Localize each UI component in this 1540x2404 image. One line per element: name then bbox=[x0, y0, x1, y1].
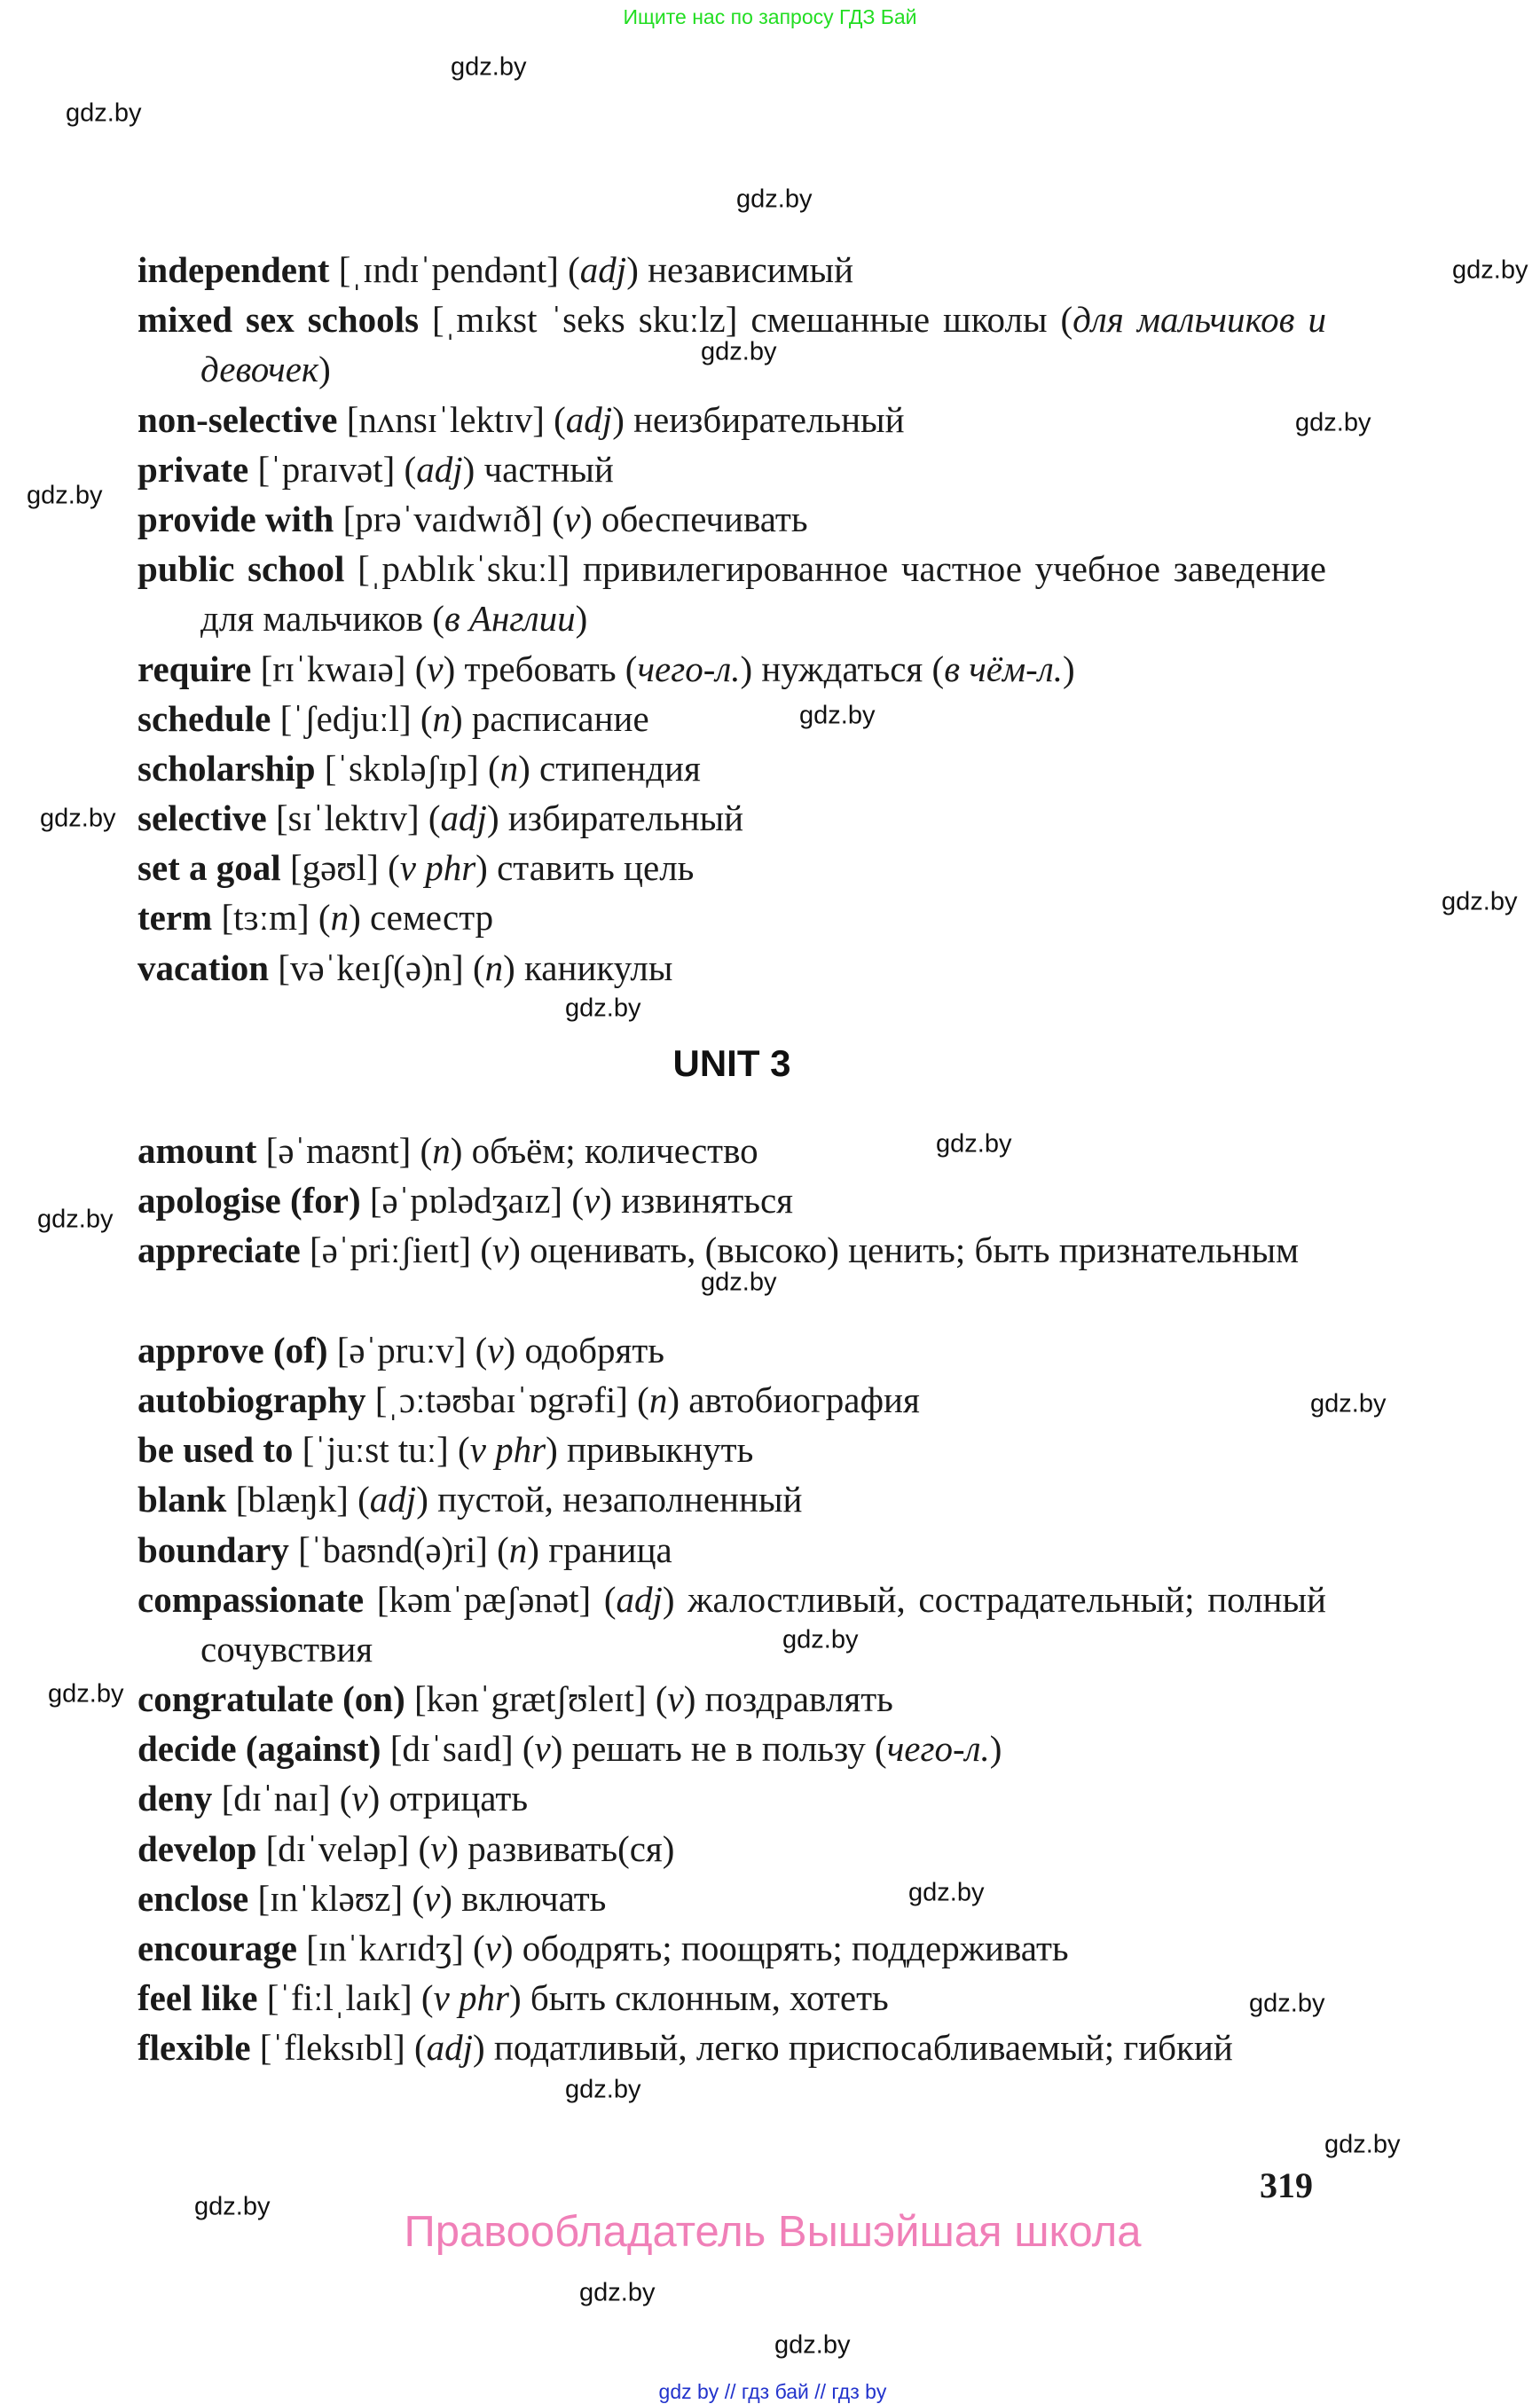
watermark: gdz.by bbox=[565, 994, 641, 1023]
entry-text: [əˈpriːʃieɪt] ( bbox=[300, 1229, 492, 1271]
headword: enclose bbox=[138, 1877, 249, 1919]
italic-note: v phr bbox=[469, 1429, 546, 1471]
entry-text: [ˌmɪkst ˈseks skuːlz] смешанные школы ( bbox=[419, 299, 1073, 341]
italic-note: v phr bbox=[399, 847, 476, 889]
italic-note: v bbox=[484, 1928, 501, 1969]
entry-text: ) поздравлять bbox=[683, 1678, 893, 1720]
italic-note: n bbox=[432, 697, 451, 739]
headword: mixed sex schools bbox=[138, 299, 420, 341]
vocabulary-entry bbox=[138, 793, 1326, 843]
entry-text: ) отрицать bbox=[367, 1778, 529, 1819]
headword: flexible bbox=[138, 2027, 251, 2069]
headword: autobiography bbox=[138, 1379, 366, 1420]
entry-text: ) семестр bbox=[349, 897, 494, 939]
entry-text: ) расписание bbox=[451, 697, 649, 739]
vocabulary-entry bbox=[138, 245, 1326, 295]
entry-text: [ˌɪndɪˈpendənt] ( bbox=[329, 249, 580, 290]
italic-note: v bbox=[424, 1877, 441, 1919]
entry-text: ) развивать(ся) bbox=[446, 1827, 675, 1869]
entry-text: ) жалостливый, сострадательный; полный сочувствия bbox=[200, 1578, 1326, 1669]
entry-text: ) bbox=[318, 349, 331, 390]
entry-text: ) ставить цель bbox=[475, 847, 695, 889]
entry-text: [ˈʃedjuːl] ( bbox=[271, 697, 433, 739]
entry-text: ) оценивать, (высоко) ценить; быть признательным bbox=[508, 1229, 1300, 1271]
vocabulary-entry bbox=[138, 2023, 1326, 2122]
entry-text: ) привыкнуть bbox=[546, 1429, 754, 1471]
entry-text: ) граница bbox=[527, 1528, 672, 1570]
watermark: gdz.by bbox=[774, 2330, 851, 2360]
entry-text: [blæŋk] ( bbox=[226, 1479, 370, 1520]
watermark: gdz.by bbox=[579, 2278, 656, 2307]
vocabulary-entry bbox=[138, 694, 1326, 743]
headword: apologise (for) bbox=[138, 1180, 361, 1222]
vocabulary-entry bbox=[138, 1525, 1326, 1575]
italic-note: adj bbox=[565, 398, 613, 440]
headword: feel like bbox=[138, 1977, 258, 2019]
vocabulary-entry bbox=[138, 494, 1326, 544]
italic-note: adj bbox=[416, 448, 463, 490]
headword: encourage bbox=[138, 1928, 297, 1969]
vocabulary-entry bbox=[138, 1874, 1326, 1923]
entry-text: [tɜːm] ( bbox=[212, 897, 331, 939]
entry-text: ) быть склонным, хотеть bbox=[508, 1977, 889, 2019]
watermark: gdz.by bbox=[1442, 887, 1518, 916]
italic-note: v phr bbox=[433, 1977, 509, 2019]
vocabulary-entry bbox=[138, 1474, 1326, 1524]
entry-text: [dɪˈveləp] ( bbox=[256, 1827, 431, 1869]
vocabulary-entry bbox=[138, 395, 1326, 444]
headword: selective bbox=[138, 797, 267, 839]
entry-text: ) объём; количество bbox=[450, 1130, 758, 1171]
vocabulary-entry bbox=[138, 943, 1326, 993]
italic-note: adj bbox=[369, 1479, 417, 1520]
headword: term bbox=[138, 897, 213, 939]
headword: independent bbox=[138, 249, 330, 290]
entry-text: [kəmˈpæʃənət] ( bbox=[364, 1578, 617, 1620]
footer-links[interactable]: gdz by // гдз бай // гдз by bbox=[658, 2380, 887, 2403]
watermark: gdz.by bbox=[908, 1878, 985, 1907]
entry-text: [ˈfleksɪbl] ( bbox=[250, 2027, 427, 2069]
italic-note: v bbox=[583, 1180, 601, 1222]
italic-note: v bbox=[563, 498, 581, 539]
headword: decide (against) bbox=[138, 1728, 381, 1770]
headword: provide with bbox=[138, 498, 334, 539]
watermark: gdz.by bbox=[1324, 2130, 1401, 2159]
headword: vacation bbox=[138, 947, 270, 988]
entry-text: ) частный bbox=[462, 448, 614, 490]
headword: boundary bbox=[138, 1528, 289, 1570]
entry-text: ) неизбирательный bbox=[612, 398, 905, 440]
entry-text: [prəˈvaɪdwɪð] ( bbox=[334, 498, 564, 539]
italic-note: v bbox=[534, 1728, 551, 1770]
entry-text: [ˌɔːtəʊbaɪˈɒgrəfi] ( bbox=[365, 1379, 649, 1420]
headword: require bbox=[138, 648, 252, 689]
italic-note: в Англии bbox=[444, 598, 576, 640]
watermark: gdz.by bbox=[48, 1679, 124, 1709]
vocabulary-entry bbox=[138, 544, 1326, 643]
italic-note: adj bbox=[616, 1578, 663, 1620]
vocabulary-entry bbox=[138, 1773, 1326, 1823]
entry-text: ) пустой, незаполненный bbox=[416, 1479, 803, 1520]
headword: blank bbox=[138, 1479, 227, 1520]
vocabulary-entry bbox=[138, 892, 1326, 942]
italic-note: n bbox=[499, 747, 519, 789]
watermark: gdz.by bbox=[40, 804, 116, 833]
entry-text: [vəˈkeɪʃ(ə)n] ( bbox=[269, 947, 485, 988]
entry-text: ) включать bbox=[440, 1877, 607, 1919]
headword: non-selective bbox=[138, 398, 338, 440]
entry-text: [ˈjuːst tuː] ( bbox=[293, 1429, 470, 1471]
headword: private bbox=[138, 448, 249, 490]
vocabulary-entry bbox=[138, 1973, 1326, 2023]
headword: develop bbox=[138, 1827, 257, 1869]
entry-text: ) автобиография bbox=[667, 1379, 920, 1420]
entry-text: ) стипендия bbox=[518, 747, 701, 789]
vocabulary-entry bbox=[138, 1923, 1326, 1973]
italic-note: v bbox=[427, 648, 444, 689]
vocabulary-entry bbox=[138, 1126, 1326, 1175]
italic-note: чего-л. bbox=[886, 1728, 990, 1770]
watermark: gdz.by bbox=[1295, 408, 1371, 437]
italic-note: v bbox=[351, 1778, 368, 1819]
headword: be used to bbox=[138, 1429, 294, 1471]
vocabulary-entry bbox=[138, 1175, 1326, 1225]
entry-text: [ˈpraɪvət] ( bbox=[248, 448, 417, 490]
headword: public school bbox=[138, 548, 345, 590]
italic-note: чего-л. bbox=[637, 648, 741, 689]
watermark: gdz.by bbox=[451, 52, 527, 82]
entry-text: ) bbox=[1062, 648, 1075, 689]
entry-text: [əˈmaʊnt] ( bbox=[256, 1130, 433, 1171]
italic-note: adj bbox=[426, 2027, 474, 2069]
vocabulary-entry bbox=[138, 644, 1326, 694]
entry-text: [ɪnˈkləʊz] ( bbox=[248, 1877, 425, 1919]
watermark: gdz.by bbox=[565, 2075, 641, 2104]
italic-note: n bbox=[432, 1130, 451, 1171]
watermark: gdz.by bbox=[194, 2192, 271, 2221]
vocabulary-entry bbox=[138, 843, 1326, 892]
copyright-owner-note: Правообладатель Вышэйшая школа bbox=[404, 2208, 1142, 2256]
entry-text: ) bbox=[989, 1728, 1002, 1770]
entry-text: [ɪnˈkʌrɪdʒ] ( bbox=[296, 1928, 485, 1969]
headword: schedule bbox=[138, 697, 271, 739]
entry-text: ) извиняться bbox=[600, 1180, 793, 1222]
italic-note: v bbox=[491, 1229, 509, 1271]
page-number: 319 bbox=[1260, 2165, 1313, 2205]
entry-text: [kənˈgrætʃʊleɪt] ( bbox=[405, 1678, 668, 1720]
watermark: gdz.by bbox=[701, 1268, 777, 1297]
headword: approve (of) bbox=[138, 1329, 328, 1371]
italic-note: adj bbox=[440, 797, 487, 839]
entry-text: [ˈfiːlˌlaɪk] ( bbox=[257, 1977, 434, 2019]
italic-note: для мальчиков и девочек bbox=[200, 299, 1326, 390]
italic-note: n bbox=[484, 947, 504, 988]
entry-text: ) одобрять bbox=[503, 1329, 664, 1371]
headword: congratulate (on) bbox=[138, 1678, 405, 1720]
entry-text: ) избирательный bbox=[486, 797, 744, 839]
italic-note: в чём-л. bbox=[944, 648, 1063, 689]
italic-note: v bbox=[430, 1827, 447, 1869]
watermark: gdz.by bbox=[1310, 1389, 1387, 1418]
watermark: gdz.by bbox=[799, 701, 876, 730]
unit-heading: UNIT 3 bbox=[672, 1042, 791, 1084]
headword: deny bbox=[138, 1778, 213, 1819]
watermark: gdz.by bbox=[736, 185, 813, 214]
watermark: gdz.by bbox=[1249, 1989, 1325, 2018]
vocabulary-entry bbox=[138, 444, 1326, 494]
watermark: gdz.by bbox=[782, 1625, 859, 1654]
entry-text: ) обеспечивать bbox=[580, 498, 808, 539]
entry-text: ) bbox=[575, 598, 588, 640]
italic-note: n bbox=[648, 1379, 668, 1420]
vocabulary-entry bbox=[138, 743, 1326, 793]
watermark: gdz.by bbox=[37, 1205, 114, 1234]
entry-text: [əˈpruːv] ( bbox=[327, 1329, 488, 1371]
entry-text: ) требовать ( bbox=[443, 648, 638, 689]
entry-text: ) каникулы bbox=[503, 947, 673, 988]
entry-text: [dɪˈnaɪ] ( bbox=[212, 1778, 352, 1819]
headword: scholarship bbox=[138, 747, 316, 789]
entry-text: [rɪˈkwaɪə] ( bbox=[251, 648, 428, 689]
entry-text: [sɪˈlektɪv] ( bbox=[266, 797, 441, 839]
entry-text: [nʌnsɪˈlektɪv] ( bbox=[337, 398, 566, 440]
entry-text: ) ободрять; поощрять; поддерживать bbox=[500, 1928, 1069, 1969]
entry-text: [gəʊl] ( bbox=[280, 847, 400, 889]
entry-text: ) решать не в пользу ( bbox=[550, 1728, 887, 1770]
watermark: gdz.by bbox=[27, 481, 103, 510]
entry-text: [ˌpʌblɪkˈskuːl] привилегированное частное учебное заведение для мальчиков ( bbox=[200, 548, 1326, 640]
watermark: gdz.by bbox=[1452, 255, 1528, 285]
entry-text: ) податливый, легко приспосабливаемый; гибкий bbox=[473, 2027, 1233, 2069]
entry-text: ) независимый bbox=[626, 249, 854, 290]
vocabulary-entry bbox=[138, 1824, 1326, 1874]
watermark: gdz.by bbox=[936, 1129, 1012, 1159]
vocabulary-entry bbox=[138, 1325, 1326, 1375]
vocabulary-entry bbox=[138, 1375, 1326, 1425]
italic-note: v bbox=[487, 1329, 504, 1371]
headword: appreciate bbox=[138, 1229, 301, 1271]
vocabulary-entry bbox=[138, 1674, 1326, 1724]
vocabulary-entry bbox=[138, 1425, 1326, 1474]
watermark: gdz.by bbox=[66, 98, 142, 128]
vocabulary-entry bbox=[138, 1724, 1326, 1773]
italic-note: n bbox=[330, 897, 350, 939]
entry-text: [əˈpɒlədʒaɪz] ( bbox=[360, 1180, 584, 1222]
entry-text: [ˈbaʊnd(ə)ri] ( bbox=[288, 1528, 509, 1570]
search-hint-banner: Ищите нас по запросу ГДЗ Бай bbox=[623, 5, 917, 28]
italic-note: v bbox=[667, 1678, 684, 1720]
entry-text: ) нуждаться ( bbox=[740, 648, 945, 689]
headword: compassionate bbox=[138, 1578, 365, 1620]
italic-note: n bbox=[508, 1528, 528, 1570]
entry-text: [ˈskɒləʃɪp] ( bbox=[315, 747, 500, 789]
entry-text: [dɪˈsaɪd] ( bbox=[381, 1728, 535, 1770]
vocabulary-entry bbox=[138, 1575, 1326, 1674]
headword: set a goal bbox=[138, 847, 281, 889]
watermark: gdz.by bbox=[701, 337, 777, 366]
italic-note: adj bbox=[579, 249, 627, 290]
headword: amount bbox=[138, 1130, 257, 1171]
